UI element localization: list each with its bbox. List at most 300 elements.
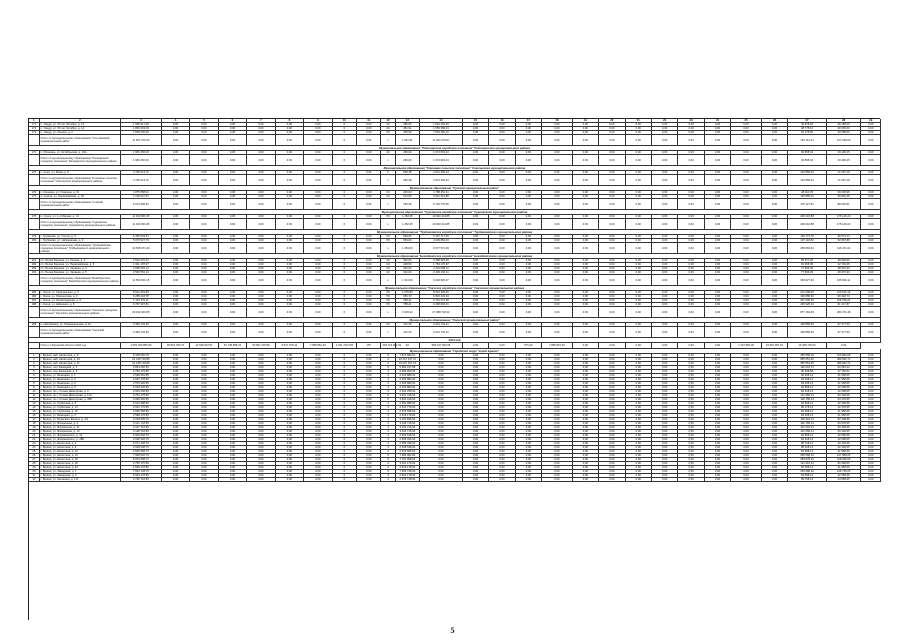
table-cell: 0,00 [218, 195, 246, 199]
table-cell: 50 408,65 [826, 426, 861, 430]
table-cell: 0,00 [462, 215, 488, 219]
table-cell: 0,00 [861, 199, 881, 210]
table-cell: 3 031 716,93 [395, 426, 419, 430]
table-cell: 0,00 [247, 402, 275, 406]
table-cell: 0,00 [572, 462, 598, 466]
table-cell: 0,00 [420, 406, 463, 410]
table-cell: 480 652,71 [826, 362, 861, 366]
table-cell: 0,00 [704, 390, 730, 394]
table-cell: 48 778,10 [788, 127, 827, 131]
table-cell: 0,00 [761, 271, 787, 275]
table-cell: 0,00 [572, 195, 598, 199]
table-cell: 0,00 [761, 127, 787, 131]
table-cell: 18 [29, 422, 39, 426]
table-cell: 0,00 [704, 374, 730, 378]
table-cell: 0,00 [542, 422, 573, 426]
table-cell: 0,00 [572, 418, 598, 422]
table-cell: 0,00 [161, 199, 189, 210]
table-cell: 0,00 [572, 191, 598, 195]
table-cell: 0,00 [651, 446, 677, 450]
table-cell: 0,00 [218, 442, 246, 446]
table-cell: 3 141 718,85 [121, 422, 162, 426]
table-cell: 0,00 [247, 422, 275, 426]
table-cell: 2 599 178,85 [121, 466, 162, 470]
table-cell: 0,00 [357, 406, 381, 410]
table-cell: 0,00 [275, 291, 303, 295]
table-cell: 0,00 [651, 239, 677, 243]
table-cell: 0,00 [761, 131, 787, 135]
table-cell: 0,00 [275, 271, 303, 275]
table-cell: 0,00 [161, 414, 189, 418]
table-cell: 0,00 [625, 131, 651, 135]
table-cell: 0,00 [218, 123, 246, 127]
table-cell: 0,00 [462, 239, 488, 243]
table-cell: 3 [381, 446, 395, 450]
table-cell: 0,00 [599, 199, 625, 210]
table-cell: 0,00 [247, 135, 275, 146]
table-cell: 0,00 [161, 370, 189, 374]
table-cell: 0,00 [515, 370, 541, 374]
address-cell: г. Брянск, ул. Бежицкая, д. 3 [39, 414, 120, 418]
table-cell: 0,00 [190, 195, 218, 199]
table-cell: 1 950 017,00 [121, 123, 162, 127]
table-cell: 0,00 [489, 426, 515, 430]
table-cell: 0,00 [731, 470, 762, 474]
address-cell: г. Брянск, ул. Емлютина, д. 34 [39, 466, 120, 470]
table-cell: 0,00 [572, 438, 598, 442]
table-cell: 199 888,90 [788, 295, 827, 299]
table-cell: 0,00 [489, 390, 515, 394]
table-cell: 0,00 [761, 474, 787, 478]
table-cell: 0,00 [357, 303, 381, 307]
table-cell: 0,00 [462, 263, 488, 267]
table-cell: 0,00 [542, 450, 573, 454]
table-cell: 0,00 [190, 354, 218, 358]
table-cell: 2 671 328,75 [121, 442, 162, 446]
table-cell: 1 980 256,00 [121, 155, 162, 166]
table-cell: 0,00 [275, 414, 303, 418]
table-cell: 1 452,35 [395, 219, 419, 230]
table-cell: 0,00 [761, 378, 787, 382]
table-cell: 0,00 [542, 390, 573, 394]
table-cell: 143 858,22 [788, 171, 827, 175]
table-cell: 0,00 [731, 155, 762, 166]
table-cell: 0,00 [462, 378, 488, 382]
table-cell: 246,60 [395, 191, 419, 195]
table-cell: 41 958,65 [826, 378, 861, 382]
table-cell: 31 138 718,85 [121, 358, 162, 362]
table-cell: 0,00 [704, 191, 730, 195]
table-cell: 0,00 [161, 374, 189, 378]
table-cell: 0,00 [275, 466, 303, 470]
table-cell: 0,00 [190, 382, 218, 386]
table-cell: 0,00 [542, 275, 573, 286]
table-cell: 0,00 [704, 155, 730, 166]
table-cell: 2 526 882,93 [395, 378, 419, 382]
table-cell: 0,00 [625, 307, 651, 318]
table-cell: 0,00 [651, 454, 677, 458]
table-cell: 412,30 [395, 323, 419, 327]
table-cell: 0,00 [515, 466, 541, 470]
table-cell: 0,00 [572, 131, 598, 135]
table-cell: 13 [29, 402, 39, 406]
table-cell: 7 566 728,93 [395, 470, 419, 474]
table-cell: 2 516 558,93 [395, 450, 419, 454]
table-cell: 0,00 [761, 410, 787, 414]
table-cell: 0,00 [678, 171, 704, 175]
table-cell: 2 607 278,85 [121, 378, 162, 382]
table-cell: 0,00 [161, 398, 189, 402]
table-cell: 0,00 [625, 402, 651, 406]
table-cell: 7 [29, 378, 39, 382]
table-cell: 23 [29, 442, 39, 446]
table-cell: 3 [381, 434, 395, 438]
table-cell: 2 590 654,85 [121, 374, 162, 378]
table-cell: 0,00 [462, 354, 488, 358]
table-cell: 0,00 [462, 151, 488, 155]
address-cell: Итого по муниципальному образованию "Усть-Камский муниципальный район" [39, 135, 120, 146]
table-cell: 211 308,06 [788, 291, 827, 295]
table-cell: 0,00 [861, 406, 881, 410]
table-cell: 0,00 [304, 354, 332, 358]
table-cell: 1 980 256,00 [121, 151, 162, 155]
table-cell: 0,00 [704, 271, 730, 275]
subtotal-row [29, 155, 881, 166]
table-cell: 0 [332, 466, 356, 470]
table-cell: 0 [332, 263, 356, 267]
table-cell: 0,00 [761, 175, 787, 186]
table-cell: 0,00 [542, 267, 573, 271]
table-cell: 3 045 718,93 [395, 422, 419, 426]
table-cell: 0,00 [218, 430, 246, 434]
table-cell: 0,00 [247, 370, 275, 374]
table-cell: 6 013 905,52 [121, 199, 162, 210]
table-cell: 0,00 [572, 323, 598, 327]
table-cell: 0,00 [304, 195, 332, 199]
table-cell: 0,00 [599, 374, 625, 378]
table-cell: х [381, 199, 395, 210]
table-cell: 175 126,22 [826, 219, 861, 230]
table-cell: 0,00 [218, 239, 246, 243]
table-cell: 0,00 [625, 358, 651, 362]
table-cell: 0,00 [489, 151, 515, 155]
table-cell: 0,00 [489, 239, 515, 243]
table-cell: 0,00 [161, 215, 189, 219]
table-cell: 128 948,05 [826, 458, 861, 462]
table-cell: 0,00 [861, 354, 881, 358]
section-heading: Муниципальное образование "Унечский муниципальный район" [29, 318, 881, 323]
table-cell: 0,00 [704, 458, 730, 462]
table-cell: 0,00 [542, 259, 573, 263]
table-cell: 2 596 558,85 [121, 410, 162, 414]
table-cell: 0,00 [651, 275, 677, 286]
table-cell: 0,00 [861, 243, 881, 254]
table-cell: 0,00 [625, 171, 651, 175]
table-cell: 0,00 [651, 354, 677, 358]
table-cell: 0,00 [304, 299, 332, 303]
table-cell: 0,00 [161, 327, 189, 338]
table-cell: СК [381, 151, 395, 155]
table-cell: 0,00 [357, 155, 381, 166]
table-cell: 0,00 [190, 235, 218, 239]
table-cell: 0,00 [218, 466, 246, 470]
table-cell: 0,00 [678, 191, 704, 195]
table-cell: 0,00 [275, 450, 303, 454]
table-cell: 0,00 [161, 386, 189, 390]
table-cell: 41 958,65 [826, 410, 861, 414]
table-cell: 0,00 [542, 430, 573, 434]
table-cell: 0,00 [651, 155, 677, 166]
address-cell: г. Брянск, ул. Дзержинского, д. 18Б [39, 438, 120, 442]
table-cell: 6 791 672,98 [420, 299, 463, 303]
table-cell: 0,00 [489, 398, 515, 402]
table-cell: 0,00 [357, 191, 381, 195]
table-cell: 0,00 [515, 235, 541, 239]
address-cell: г. Брянск, пр-т. Станке Димитрова, д. 11А [39, 394, 120, 398]
table-cell: 11 657 070,00 [121, 135, 162, 146]
table-cell: 0,00 [489, 195, 515, 199]
table-cell: 84 838,14 [788, 402, 827, 406]
table-cell: 0,00 [489, 299, 515, 303]
table-cell: 0,00 [651, 151, 677, 155]
address-cell: пгт. Белая Березка, ул. Ленина, д. 3 [39, 259, 120, 263]
table-cell: ПК [381, 291, 395, 295]
table-cell: 0,00 [161, 131, 189, 135]
table-cell: 0,00 [275, 470, 303, 474]
table-cell: ПК [381, 295, 395, 299]
table-cell: 0,00 [542, 307, 573, 318]
table-cell: 0,00 [731, 466, 762, 470]
table-cell: 0,00 [542, 303, 573, 307]
table-cell: 0,00 [462, 191, 488, 195]
table-cell: 0,00 [515, 390, 541, 394]
table-cell: 0 [332, 430, 356, 434]
table-cell: 5 [381, 470, 395, 474]
table-cell: 60 408,65 [826, 462, 861, 466]
table-cell: 0,00 [651, 299, 677, 303]
address-cell: г. Брянск, ул. Горбатова, д. 14 [39, 406, 120, 410]
table-cell: 0,00 [678, 195, 704, 199]
table-cell: 0,00 [678, 390, 704, 394]
table-cell: 0,00 [190, 430, 218, 434]
table-cell: 0,00 [515, 470, 541, 474]
table-cell: 0,00 [357, 434, 381, 438]
table-cell: 0,00 [625, 418, 651, 422]
table-cell: 0,00 [599, 291, 625, 295]
table-cell: 0,00 [462, 123, 488, 127]
table-cell: 0,00 [190, 470, 218, 474]
table-cell: 0,00 [678, 394, 704, 398]
table-cell: 0,00 [542, 171, 573, 175]
table-cell: 2 368 526,90 [420, 259, 463, 263]
table-cell: 0,00 [489, 470, 515, 474]
table-cell: 0,00 [304, 450, 332, 454]
table-cell: 788,41 [395, 303, 419, 307]
table-cell: 174 [29, 151, 39, 155]
table-cell: 0,00 [304, 386, 332, 390]
table-cell: 0,00 [420, 386, 463, 390]
table-cell: 0,00 [761, 155, 787, 166]
table-cell: 0 [332, 191, 356, 195]
table-cell: 0,00 [761, 406, 787, 410]
table-cell: 0,00 [462, 458, 488, 462]
table-cell: 3 [381, 414, 395, 418]
table-cell: 0,00 [304, 239, 332, 243]
table-cell: 0,00 [218, 406, 246, 410]
table-cell: 0,00 [190, 370, 218, 374]
table-cell: 0,00 [304, 406, 332, 410]
table-cell: 0 [332, 199, 356, 210]
table-cell: 0,00 [861, 410, 881, 414]
table-cell: 38 976,30 [826, 267, 861, 271]
table-cell: 0,00 [515, 422, 541, 426]
table-cell: 0,00 [704, 295, 730, 299]
table-cell: 0,00 [357, 271, 381, 275]
table-cell: 2 541 776,93 [395, 406, 419, 410]
table-cell: 0,00 [462, 175, 488, 186]
table-cell: 0,00 [357, 327, 381, 338]
table-cell: 0,00 [161, 446, 189, 450]
table-cell: 0,00 [861, 430, 881, 434]
table-cell: 0,00 [304, 267, 332, 271]
table-cell: 0,00 [625, 386, 651, 390]
table-cell: 0 [332, 275, 356, 286]
table-cell: 0,00 [678, 303, 704, 307]
table-cell: 0,00 [275, 131, 303, 135]
table-cell: 0,00 [861, 127, 881, 131]
table-cell: 0,00 [247, 259, 275, 263]
table-cell: 0,00 [704, 243, 730, 254]
table-cell: 0,00 [599, 402, 625, 406]
table-cell: 0,00 [357, 354, 381, 358]
table-cell: 0,00 [651, 418, 677, 422]
table-cell: 0,00 [218, 219, 246, 230]
table-cell: 0 [332, 151, 356, 155]
table-cell: 0,00 [678, 446, 704, 450]
table-cell: 0,00 [275, 382, 303, 386]
table-cell: 0,00 [625, 303, 651, 307]
table-cell: 0,00 [861, 307, 881, 318]
table-cell: 0,00 [515, 394, 541, 398]
table-cell: 0,00 [731, 323, 762, 327]
table-cell: 17 [29, 418, 39, 422]
table-cell: 41 958,65 [826, 414, 861, 418]
table-cell: 0,00 [625, 478, 651, 482]
table-cell: 2 589 328,93 [395, 442, 419, 446]
table-cell: 3 912 314,88 [420, 195, 463, 199]
table-cell: 0,00 [420, 374, 463, 378]
table-cell: 0,00 [357, 442, 381, 446]
table-cell: 0,00 [304, 430, 332, 434]
column-number-cell: 29 [861, 119, 881, 123]
table-cell: 5 167 717,06 [420, 235, 463, 239]
table-cell: 0,00 [625, 215, 651, 219]
table-cell: 0,00 [542, 438, 573, 442]
address-cell: г. Брянск, ул. Емлютина, д. 16 [39, 458, 120, 462]
table-body [29, 119, 881, 482]
table-cell: 0,00 [247, 123, 275, 127]
table-cell: 0,00 [625, 271, 651, 275]
table-cell: 0,00 [420, 358, 463, 362]
table-cell: 149 773,79 [788, 235, 827, 239]
table-cell: 0,00 [161, 307, 189, 318]
table-cell: 149 471,02 [826, 243, 861, 254]
table-cell: 0,00 [651, 303, 677, 307]
table-cell: 0,00 [357, 307, 381, 318]
table-cell: 0,00 [678, 414, 704, 418]
table-cell: 0,00 [625, 151, 651, 155]
table-cell: 0,00 [761, 291, 787, 295]
table-cell: 0,00 [678, 323, 704, 327]
table-cell: 0,00 [357, 199, 381, 210]
section-heading: Муниципальное образование "Сурковское городское поселение" Сурковского муниципального района [29, 210, 881, 215]
table-cell: К [381, 171, 395, 175]
table-cell: 0,00 [651, 366, 677, 370]
table-cell: 0,00 [515, 478, 541, 482]
table-cell: 0,00 [704, 235, 730, 239]
table-cell: 0,00 [625, 199, 651, 210]
table-cell: 248 218,88 [788, 215, 827, 219]
table-cell: 0,00 [651, 414, 677, 418]
table-cell: 0,00 [515, 307, 541, 318]
table-cell: 0 [332, 295, 356, 299]
table-cell: 0,00 [489, 374, 515, 378]
table-cell: 0,00 [218, 303, 246, 307]
table-cell: 0,00 [515, 454, 541, 458]
table-cell: 0,00 [704, 175, 730, 186]
table-cell: 0,00 [761, 426, 787, 430]
table-cell: 0,00 [462, 402, 488, 406]
table-cell: 0,00 [515, 442, 541, 446]
table-cell: 0,00 [861, 466, 881, 470]
address-cell: г. Брянск, пер. Бежицкий, д. 5 [39, 366, 120, 370]
table-cell: 0,00 [462, 398, 488, 402]
table-cell: 0,00 [704, 199, 730, 210]
table-cell: 0,00 [190, 394, 218, 398]
column-number-cell: 7 [247, 119, 275, 123]
table-cell: 0,00 [599, 271, 625, 275]
table-cell: 39 006,95 [826, 191, 861, 195]
table-cell: х [381, 219, 395, 230]
table-cell: 0,00 [304, 303, 332, 307]
table-cell: 0,00 [625, 243, 651, 254]
table-cell: 0,00 [420, 446, 463, 450]
subtotal-row [29, 219, 881, 230]
table-cell: 5 [381, 354, 395, 358]
table-cell: 0,00 [420, 454, 463, 458]
table-cell: 0,00 [275, 374, 303, 378]
table-cell: 0,00 [572, 151, 598, 155]
table-cell: 4 [381, 382, 395, 386]
table-cell: 0,00 [190, 466, 218, 470]
table-cell: 0,00 [275, 354, 303, 358]
table-cell: 165 693,11 [826, 275, 861, 286]
table-cell: 29 406,45 [826, 155, 861, 166]
table-cell: 0,00 [704, 438, 730, 442]
table-cell: 0,00 [861, 478, 881, 482]
table-cell: 0 [332, 402, 356, 406]
table-cell: 0,00 [704, 402, 730, 406]
address-cell: г. Брянск, пр-т. Станке Димитрова, д. 35Б [39, 398, 120, 402]
table-cell: 0,00 [515, 263, 541, 267]
table-cell: 0 [332, 171, 356, 175]
table-cell: 7 928 004,75 [121, 454, 162, 458]
table-cell: 0,00 [161, 450, 189, 454]
table-cell: 0,00 [190, 135, 218, 146]
table-cell: 258 078,16 [788, 458, 827, 462]
table-cell: 0,00 [462, 406, 488, 410]
table-cell: 1 788 451,11 [420, 191, 463, 195]
